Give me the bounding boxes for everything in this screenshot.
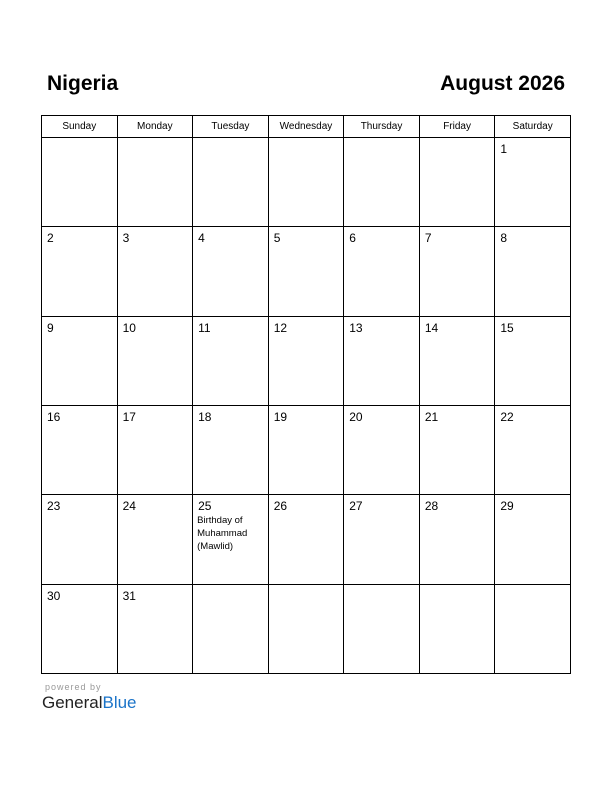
weekday-header: Tuesday <box>193 116 269 138</box>
day-cell <box>419 227 495 316</box>
country-title: Nigeria <box>47 72 119 95</box>
day-number: 30 <box>47 588 61 603</box>
weekday-header: Sunday <box>42 116 118 138</box>
day-number: 3 <box>122 231 130 246</box>
day-cell <box>495 316 571 405</box>
calendar-grid <box>41 115 571 674</box>
weekday-header-row <box>42 116 571 138</box>
day-number: 31 <box>122 588 136 603</box>
weekday-header: Friday <box>419 116 495 138</box>
day-cell <box>42 227 118 316</box>
day-cell <box>42 584 118 673</box>
day-number: 10 <box>122 320 136 335</box>
day-number: 1 <box>500 142 508 156</box>
weekday-header: Saturday <box>495 116 571 138</box>
day-cell <box>117 584 193 673</box>
day-cell <box>495 227 571 316</box>
day-cell <box>268 227 344 316</box>
day-number: 17 <box>122 409 136 424</box>
day-number: 7 <box>424 231 432 246</box>
empty-day-cell <box>193 138 269 227</box>
day-cell <box>268 405 344 494</box>
day-number: 22 <box>500 409 514 424</box>
day-number: 5 <box>273 231 281 246</box>
brand-general: General <box>42 693 103 712</box>
weekday-header: Monday <box>117 116 193 138</box>
day-number: 15 <box>500 320 514 335</box>
day-cell <box>193 495 269 584</box>
day-number: 24 <box>122 499 136 514</box>
day-cell <box>495 495 571 584</box>
holiday-event: Birthday of Muhammad (Mawlid) <box>197 515 248 553</box>
day-number: 28 <box>424 499 439 514</box>
empty-day-cell <box>495 584 571 673</box>
footer-branding <box>42 682 137 713</box>
day-number: 23 <box>47 499 61 514</box>
day-number: 26 <box>273 499 288 514</box>
brand-logo <box>42 693 137 713</box>
day-cell <box>42 495 118 584</box>
week-row <box>42 138 571 227</box>
week-row <box>42 227 571 316</box>
day-cell <box>117 227 193 316</box>
empty-day-cell <box>268 138 344 227</box>
week-row <box>42 316 571 405</box>
day-cell <box>193 405 269 494</box>
weekday-header: Thursday <box>344 116 420 138</box>
empty-day-cell <box>344 584 420 673</box>
day-number: 11 <box>198 320 211 335</box>
day-number: 8 <box>500 231 508 246</box>
day-cell <box>193 227 269 316</box>
month-year-title: August 2026 <box>440 72 565 95</box>
day-number: 20 <box>349 409 363 424</box>
day-cell <box>344 405 420 494</box>
day-number: 4 <box>198 231 205 246</box>
day-number: 16 <box>47 409 61 424</box>
day-number: 6 <box>349 231 356 246</box>
empty-day-cell <box>419 138 495 227</box>
day-number: 29 <box>500 499 514 514</box>
day-cell <box>419 495 495 584</box>
brand-blue: Blue <box>102 693 137 712</box>
week-row <box>42 584 571 673</box>
day-cell <box>268 495 344 584</box>
day-number: 18 <box>198 409 212 424</box>
day-number: 9 <box>47 320 54 335</box>
day-number: 21 <box>424 409 439 424</box>
empty-day-cell <box>193 584 269 673</box>
weekday-header: Wednesday <box>268 116 344 138</box>
day-cell <box>117 495 193 584</box>
day-number: 13 <box>349 320 363 335</box>
day-number: 14 <box>424 320 439 335</box>
day-cell <box>193 316 269 405</box>
day-cell <box>419 405 495 494</box>
day-cell <box>268 316 344 405</box>
empty-day-cell <box>268 584 344 673</box>
empty-day-cell <box>344 138 420 227</box>
week-row <box>42 495 571 584</box>
day-cell <box>344 227 420 316</box>
day-number: 12 <box>273 320 288 335</box>
day-number: 19 <box>273 409 288 424</box>
day-cell <box>495 138 571 227</box>
week-row <box>42 405 571 494</box>
day-cell <box>42 316 118 405</box>
day-cell <box>42 405 118 494</box>
day-cell <box>419 316 495 405</box>
day-cell <box>344 316 420 405</box>
powered-by-text: powered by <box>45 682 102 692</box>
day-cell <box>344 495 420 584</box>
day-number: 2 <box>47 231 54 246</box>
day-number: 27 <box>349 499 363 514</box>
day-cell <box>495 405 571 494</box>
day-cell <box>117 405 193 494</box>
day-cell <box>117 316 193 405</box>
day-number: 25 <box>198 499 212 514</box>
empty-day-cell <box>42 138 118 227</box>
empty-day-cell <box>419 584 495 673</box>
empty-day-cell <box>117 138 193 227</box>
